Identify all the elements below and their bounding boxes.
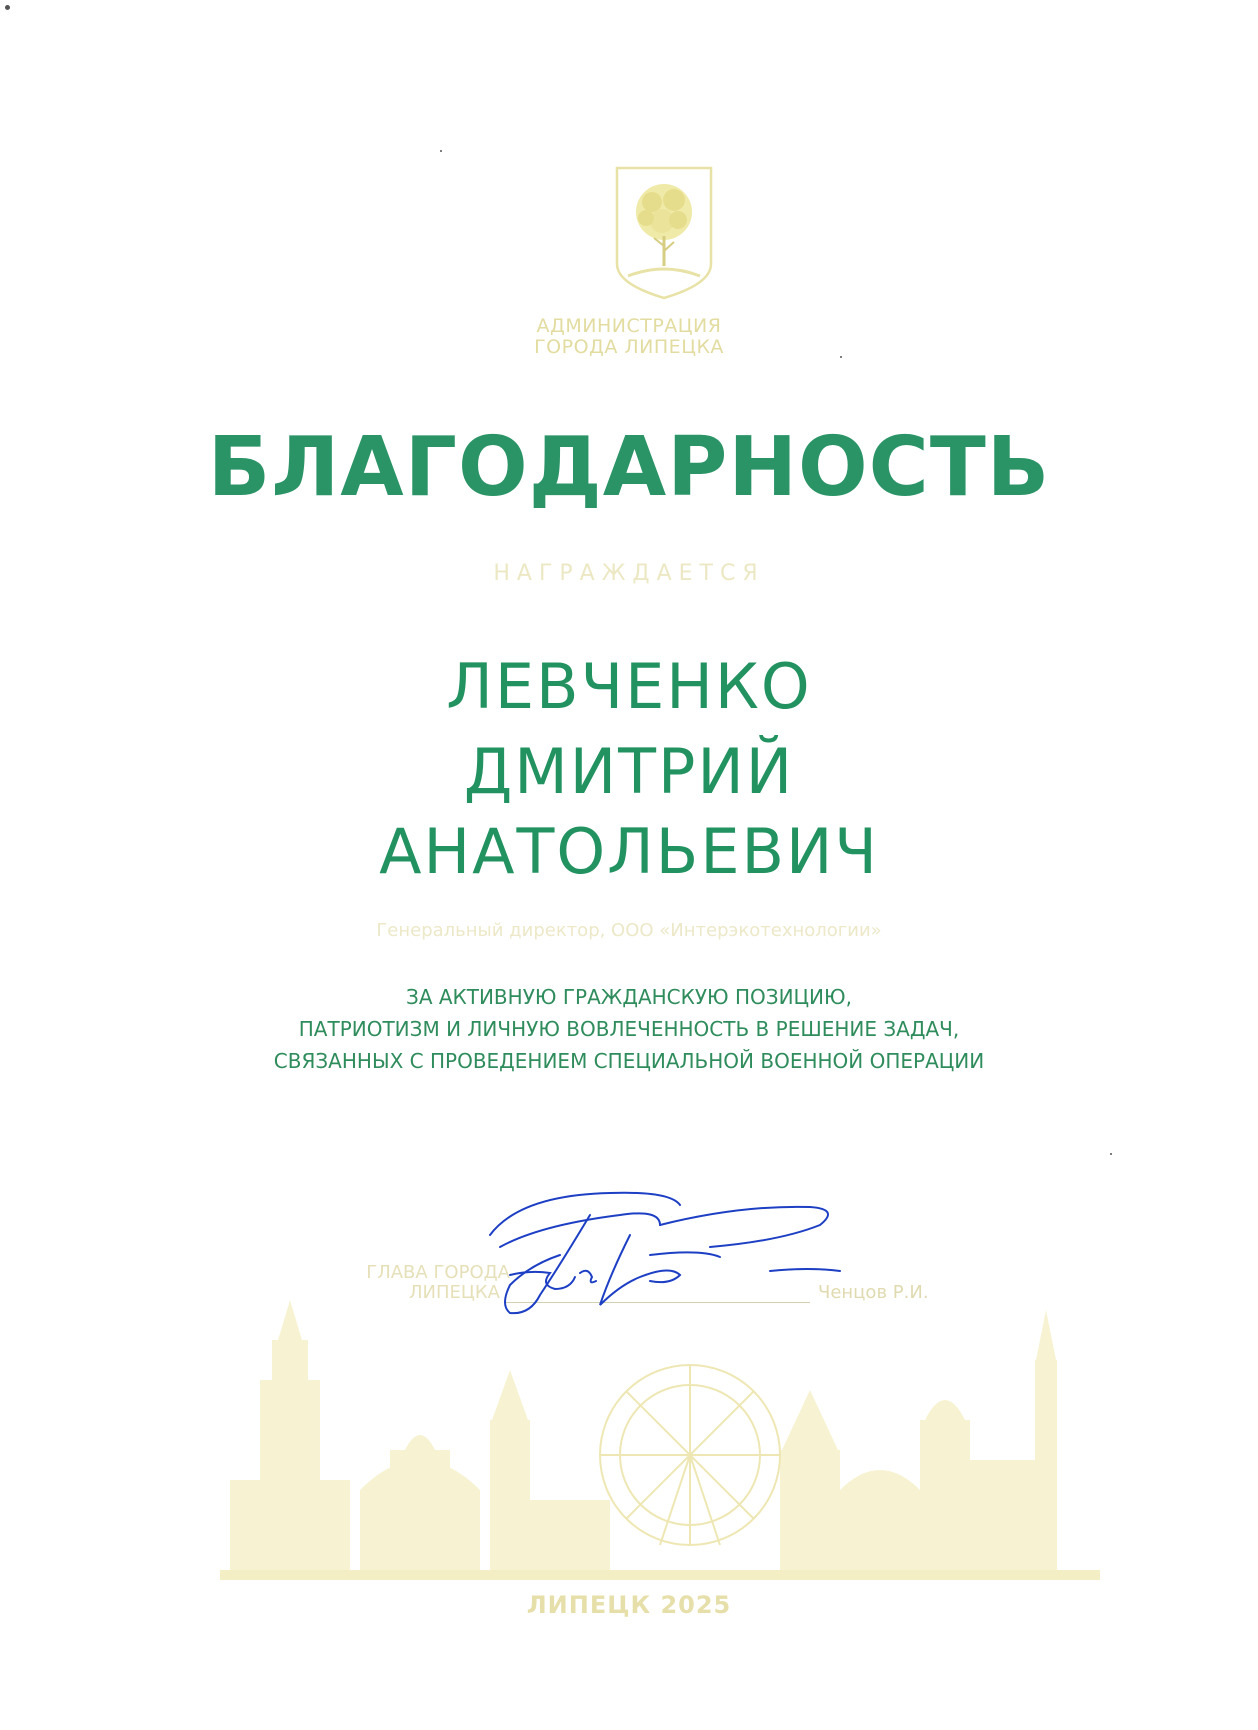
linden-tree-coat-of-arms-icon: [614, 166, 714, 302]
scan-speck: [440, 150, 442, 152]
administration-city-line: ГОРОДА ЛИПЕЦКА: [534, 336, 724, 358]
scan-speck: [5, 5, 10, 10]
administration-title-line: АДМИНИСТРАЦИЯ: [536, 315, 722, 337]
awarded-label: НАГРАЖДАЕТСЯ: [493, 561, 765, 586]
signer-role-city-line: ЛИПЕЦКА: [409, 1282, 500, 1303]
handwritten-signature: [480, 1185, 920, 1335]
reason-line: СВЯЗАННЫХ С ПРОВЕДЕНИЕМ СПЕЦИАЛЬНОЙ ВОЕННОЙ ОПЕРАЦИИ: [273, 1049, 985, 1073]
recipient-position: Генеральный директор, ООО «Интерэкотехнологии»: [376, 920, 882, 941]
place-and-year: ЛИПЕЦК 2025: [526, 1591, 732, 1619]
recipient-first-name: ДМИТРИЙ: [463, 735, 795, 808]
reason-line: ЗА АКТИВНУЮ ГРАЖДАНСКУЮ ПОЗИЦИЮ,: [406, 985, 852, 1009]
reason-line: ПАТРИОТИЗМ И ЛИЧНУЮ ВОВЛЕЧЕННОСТЬ В РЕШЕНИЕ ЗАДАЧ,: [298, 1017, 960, 1041]
city-skyline-illustration: [220, 1300, 1100, 1580]
certificate-title: БЛАГОДАРНОСТЬ: [207, 420, 1051, 515]
signer-name: Ченцов Р.И.: [818, 1282, 929, 1303]
signer-role-line: ГЛАВА ГОРОДА: [366, 1262, 510, 1283]
recipient-surname: ЛЕВЧЕНКО: [446, 650, 812, 723]
scan-speck: [1110, 1153, 1112, 1155]
recipient-patronymic: АНАТОЛЬЕВИЧ: [379, 815, 879, 888]
